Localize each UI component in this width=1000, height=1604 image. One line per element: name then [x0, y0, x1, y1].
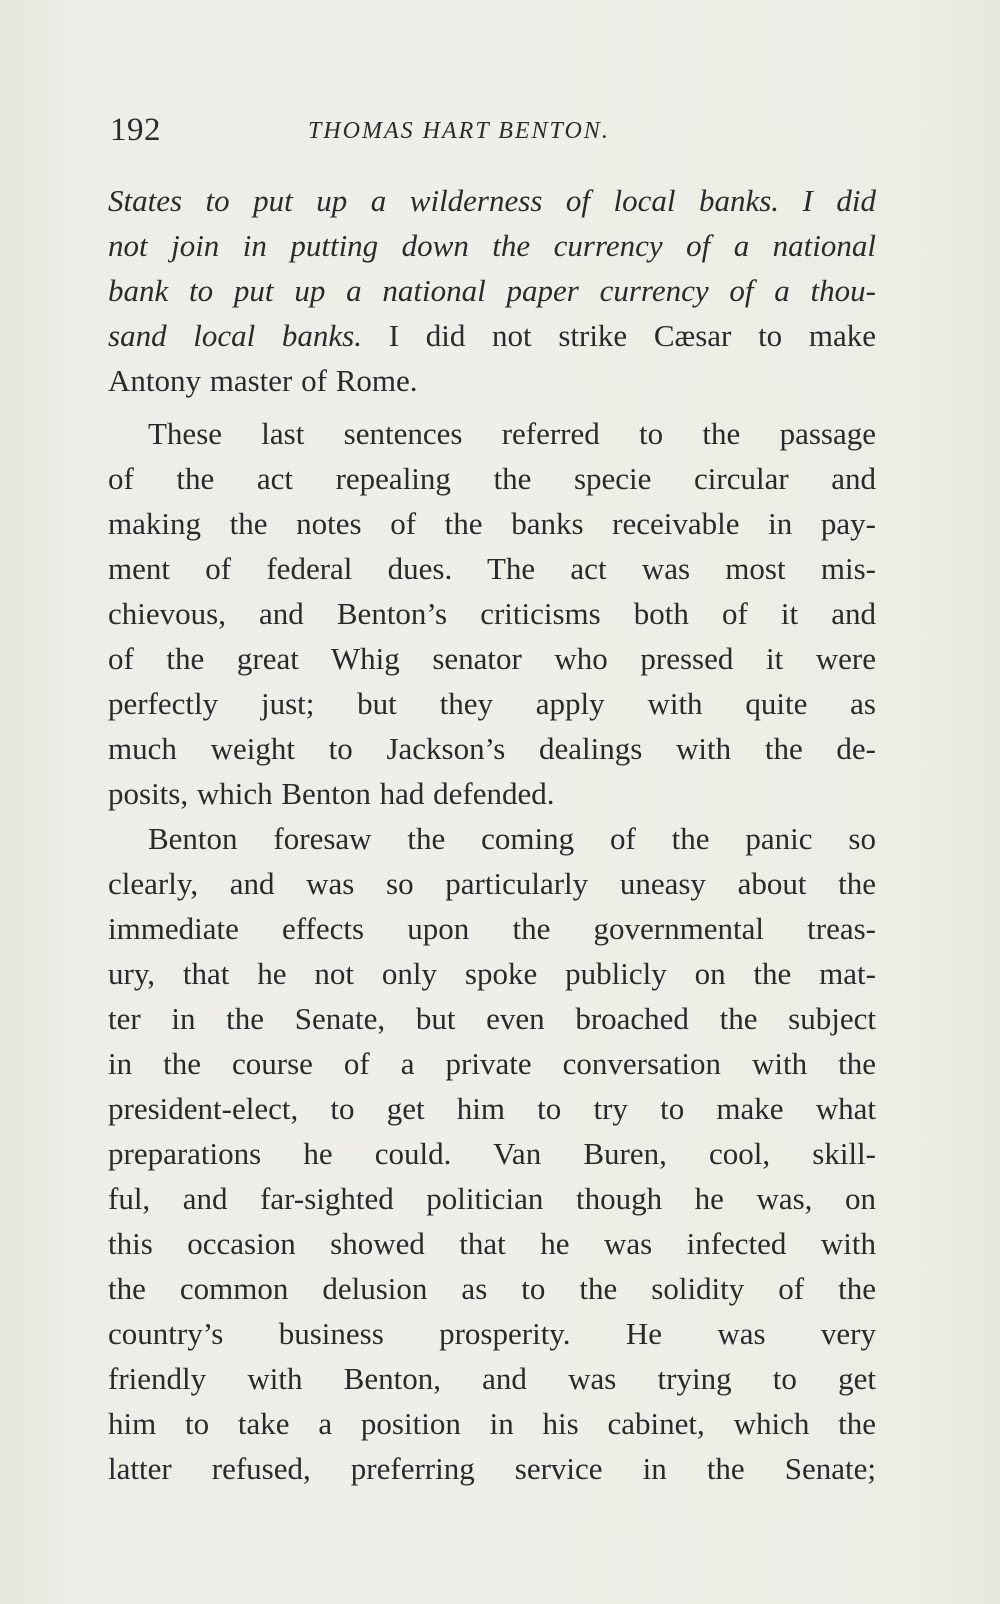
italic-text: bank to put up a national paper currency of a thou- [108, 273, 876, 308]
text-line [108, 223, 876, 268]
text-line: clearly, and was so particularly uneasy about the [108, 866, 876, 901]
text-line: ter in the Senate, but even broached the subject [108, 1001, 876, 1036]
text-line: ful, and far-sighted politician though he was, on [108, 1181, 876, 1216]
text-line: friendly with Benton, and was trying to get [108, 1361, 876, 1396]
text-line: him to take a position in his cabinet, which the [108, 1406, 876, 1441]
text-line [108, 178, 876, 223]
text-line: making the notes of the banks receivable in pay- [108, 506, 876, 541]
text-line: much weight to Jackson’s dealings with the de- [108, 731, 876, 766]
page-header [110, 112, 880, 162]
italic-text: not join in putting down the currency of a national [108, 228, 876, 263]
paragraph [108, 411, 876, 816]
text-line: the common delusion as to the solidity of the [108, 1271, 876, 1306]
italic-text: States to put up a wilderness of local banks. I did [108, 183, 876, 218]
italic-text: sand local banks. [108, 318, 363, 353]
text-line: this occasion showed that he was infected with [108, 1226, 876, 1261]
paragraph [108, 816, 876, 1491]
text-line: Benton foresaw the coming of the panic so [148, 821, 876, 856]
text-line: chievous, and Benton’s criticisms both of it and [108, 596, 876, 631]
body-text [108, 178, 876, 1491]
text-line: preparations he could. Van Buren, cool, skill- [108, 1136, 876, 1171]
roman-text: I did not strike Cæsar to make [362, 318, 877, 353]
text-line [108, 268, 876, 313]
running-head: THOMAS HART BENTON. [308, 118, 610, 144]
text-line: of the act repealing the specie circular and [108, 461, 876, 496]
text-line: posits, which Benton had defended. [108, 776, 555, 811]
text-line: immediate effects upon the governmental treas- [108, 911, 876, 946]
page-number: 192 [110, 112, 161, 148]
text-line: These last sentences referred to the passage [148, 416, 876, 451]
text-line: country’s business prosperity. He was very [108, 1316, 876, 1351]
text-line: ment of federal dues. The act was most mis- [108, 551, 876, 586]
text-line: in the course of a private conversation with the [108, 1046, 876, 1081]
text-line: perfectly just; but they apply with quite as [108, 686, 876, 721]
roman-text: Antony master of Rome. [108, 363, 418, 398]
text-line [108, 358, 876, 403]
text-line: president-elect, to get him to try to make what [108, 1091, 876, 1126]
text-line [108, 313, 876, 358]
paragraph-quote [108, 178, 876, 403]
text-line: ury, that he not only spoke publicly on the mat- [108, 956, 876, 991]
text-line: of the great Whig senator who pressed it were [108, 641, 876, 676]
text-line: latter refused, preferring service in the Senate; [108, 1451, 876, 1486]
